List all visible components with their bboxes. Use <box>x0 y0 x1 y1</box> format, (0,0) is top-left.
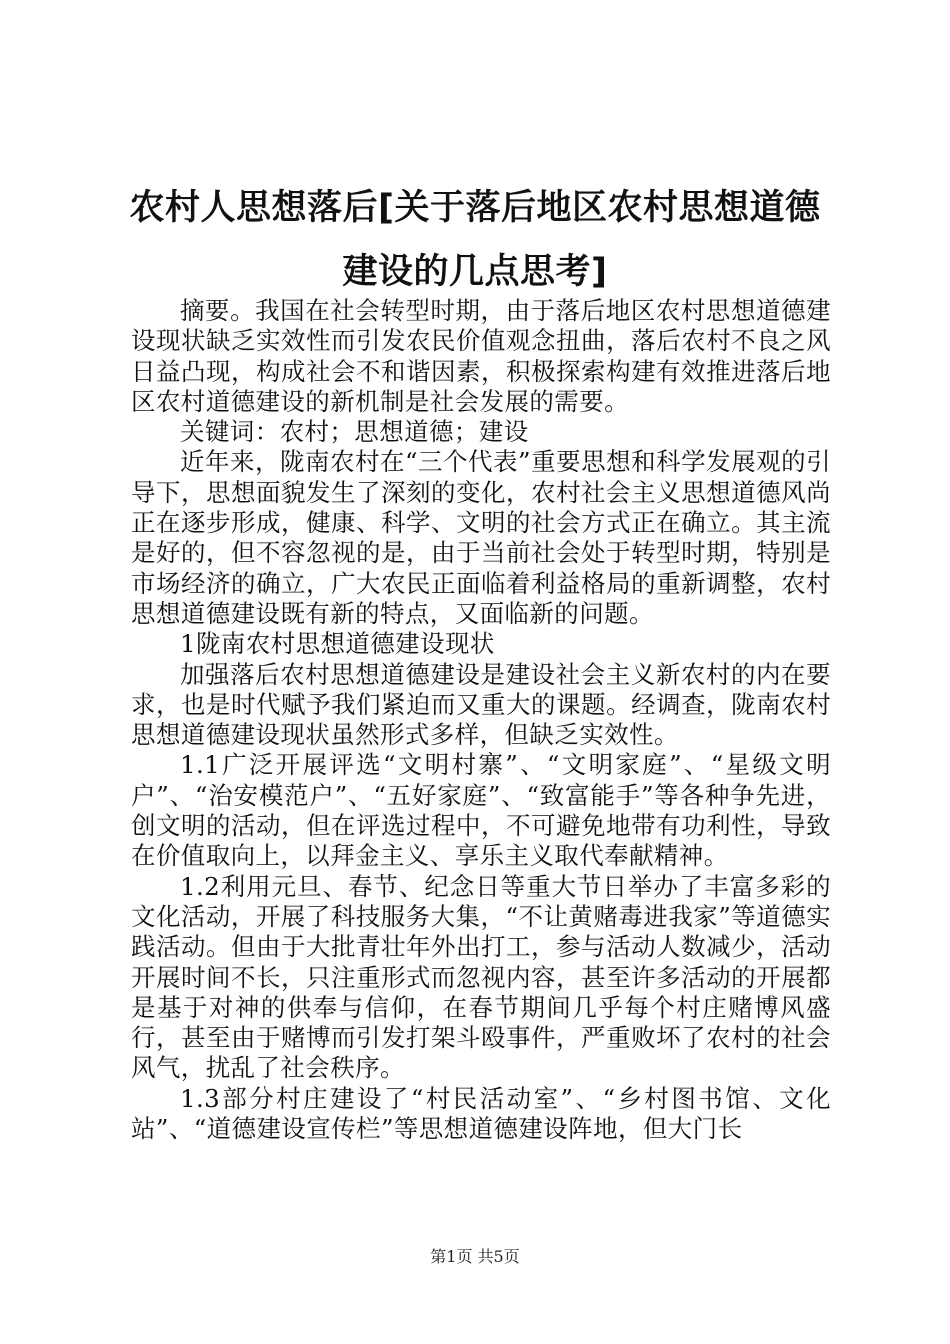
keywords-paragraph: 关键词：农村；思想道德；建设 <box>180 417 529 447</box>
title-line-1: 农村人思想落后[关于落后地区农村思想道德 <box>129 188 821 228</box>
title-line-2: 建设的几点思考] <box>342 252 608 292</box>
document-body <box>131 296 831 1144</box>
subsection-1-1: 1.1广泛开展评选“文明村寨”、“文明家庭”、“星级文明户”、“治安模范户”、“五好家庭”、“致富能手”等各种争先进，创文明的活动，但在评选过程中，不可避免地带有功利性，导致在价值取向上，以拜金主义、享乐主义取代奉献精神。 <box>131 750 831 871</box>
subsection-1-3: 1.3部分村庄建设了“村民活动室”、“乡村图书馆、文化站”、“道德建设宣传栏”等思想道德建设阵地，但大门长 <box>131 1083 831 1144</box>
intro-paragraph: 近年来，陇南农村在“三个代表”重要思想和科学发展观的引导下，思想面貌发生了深刻的变化，农村社会主义思想道德风尚正在逐步形成，健康、科学、文明的社会方式正在确立。其主流是好的，但不容忽视的是，由于当前社会处于转型时期，特别是市场经济的确立，广大农民正面临着利益格局的重新调整，农村思想道德建设既有新的特点，又面临新的问题。 <box>131 447 831 628</box>
body-paragraph: 加强落后农村思想道德建设是建设社会主义新农村的内在要求，也是时代赋予我们紧迫而又重大的课题。经调查，陇南农村思想道德建设现状虽然形式多样，但缺乏实效性。 <box>131 659 831 750</box>
abstract-paragraph: 摘要。我国在社会转型时期，由于落后地区农村思想道德建设现状缺乏实效性而引发农民价值观念扭曲，落后农村不良之风日益凸现，构成社会不和谐因素，积极探索构建有效推进落后地区农村道德建设的新机制是社会发展的需要。 <box>131 296 831 416</box>
document-title <box>110 176 840 304</box>
section-heading-1: 1陇南农村思想道德建设现状 <box>180 629 495 659</box>
page-number-footer: 第1页 共5页 <box>430 1247 520 1266</box>
subsection-1-2: 1.2利用元旦、春节、纪念日等重大节日举办了丰富多彩的文化活动，开展了科技服务大集，“不让黄赌毒进我家”等道德实践活动。但由于大批青壮年外出打工，参与活动人数减少，活动开展时间不长，只注重形式而忽视内容，甚至许多活动的开展都是基于对神的供奉与信仰，在春节期间几乎每个村庄赌博风盛行，甚至由于赌博而引发打架斗殴事件，严重败坏了农村的社会风气，扰乱了社会秩序。 <box>131 871 831 1083</box>
